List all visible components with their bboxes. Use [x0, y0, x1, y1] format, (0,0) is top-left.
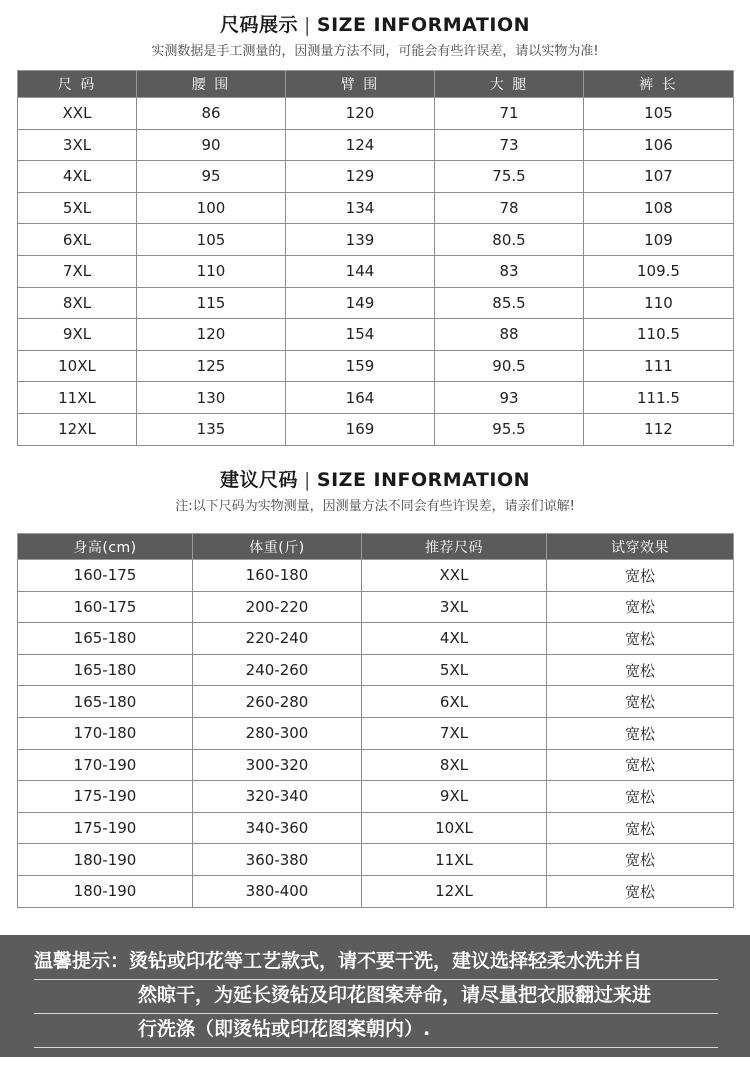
- recommend-table-row-cell: 8XL: [362, 749, 547, 781]
- size-table-row-cell: 159: [286, 350, 435, 382]
- size-table-row-cell: 105: [137, 224, 286, 256]
- size-table-row-cell: 12XL: [18, 413, 137, 445]
- size-table-row-cell: 105: [584, 98, 734, 130]
- size-table-row-cell: 144: [286, 255, 435, 287]
- recommend-header-cell: 身高(cm): [18, 534, 193, 560]
- recommend-table-row-cell: 3XL: [362, 591, 547, 623]
- size-table-row: [18, 255, 734, 287]
- title-separator: |: [304, 469, 311, 491]
- size-table-row-cell: 110.5: [584, 319, 734, 351]
- size-table-row-cell: 73: [435, 129, 584, 161]
- size-table-row: [18, 129, 734, 161]
- recommend-title-en: SIZE INFORMATION: [316, 469, 530, 491]
- size-table-row-cell: 9XL: [18, 319, 137, 351]
- size-table-row-cell: 4XL: [18, 161, 137, 193]
- recommend-table-row-cell: 6XL: [362, 686, 547, 718]
- recommend-table-row-cell: 170-190: [18, 749, 193, 781]
- recommend-table-row-cell: 260-280: [193, 686, 362, 718]
- recommend-table-row-cell: 宽松: [547, 781, 734, 813]
- recommend-table-row: [18, 875, 734, 907]
- recommend-table-row: [18, 591, 734, 623]
- size-table-row-cell: 95.5: [435, 413, 584, 445]
- size-table-row-cell: 71: [435, 98, 584, 130]
- size-table-row: [18, 350, 734, 382]
- recommend-table-row-cell: 7XL: [362, 717, 547, 749]
- recommend-table-row-cell: 170-180: [18, 717, 193, 749]
- recommend-table-row-cell: 9XL: [362, 781, 547, 813]
- size-table-row-cell: 7XL: [18, 255, 137, 287]
- title-separator: |: [304, 14, 311, 36]
- recommend-table-row: [18, 560, 734, 592]
- size-table-row: [18, 224, 734, 256]
- recommend-section-title: [0, 465, 750, 492]
- size-table-row-cell: 109: [584, 224, 734, 256]
- size-table-row-cell: 125: [137, 350, 286, 382]
- size-header-cell: 裤 长: [584, 71, 734, 98]
- recommend-header-cell: 推荐尺码: [362, 534, 547, 560]
- size-table-row-cell: 93: [435, 382, 584, 414]
- size-table-row: [18, 413, 734, 445]
- size-table-row-cell: 120: [286, 98, 435, 130]
- recommend-table-row: [18, 844, 734, 876]
- size-table-row: [18, 161, 734, 193]
- recommend-table-row: [18, 686, 734, 718]
- size-table-row-cell: 8XL: [18, 287, 137, 319]
- recommend-table-row-cell: 5XL: [362, 654, 547, 686]
- recommend-table-row-cell: 宽松: [547, 717, 734, 749]
- size-table-row-cell: 80.5: [435, 224, 584, 256]
- size-table-row-cell: 75.5: [435, 161, 584, 193]
- size-table: [17, 70, 734, 446]
- size-table-header-row: [18, 71, 734, 98]
- care-tip-box: [0, 935, 750, 1057]
- recommend-table-row: [18, 717, 734, 749]
- size-table-row-cell: 90: [137, 129, 286, 161]
- recommend-table-row-cell: 180-190: [18, 844, 193, 876]
- size-table-row-cell: 6XL: [18, 224, 137, 256]
- recommend-table-row-cell: 160-175: [18, 591, 193, 623]
- size-table-row-cell: 5XL: [18, 192, 137, 224]
- recommend-table-row-cell: 280-300: [193, 717, 362, 749]
- recommend-table-row-cell: 4XL: [362, 623, 547, 655]
- size-table-row-cell: 111.5: [584, 382, 734, 414]
- recommend-table-row: [18, 749, 734, 781]
- care-tip-line: 温馨提示：烫钻或印花等工艺款式，请不要干洗，建议选择轻柔水洗并自: [34, 945, 718, 980]
- size-table-row-cell: 78: [435, 192, 584, 224]
- recommend-table-row-cell: 180-190: [18, 875, 193, 907]
- recommend-table-row-cell: 200-220: [193, 591, 362, 623]
- recommend-table-row-cell: 175-190: [18, 781, 193, 813]
- size-table-row-cell: 107: [584, 161, 734, 193]
- recommend-table: [17, 533, 734, 908]
- size-table-row-cell: 109.5: [584, 255, 734, 287]
- size-table-row-cell: 115: [137, 287, 286, 319]
- recommend-section-note: 注:以下尺码为实物测量，因测量方法不同会有些许误差，请亲们谅解!: [175, 499, 575, 514]
- size-header-cell: 腰 围: [137, 71, 286, 98]
- care-tip-line: 行洗涤（即烫钻或印花图案朝内）.: [34, 1013, 718, 1048]
- size-table-row-cell: 139: [286, 224, 435, 256]
- recommend-table-row-cell: 360-380: [193, 844, 362, 876]
- size-table-row-cell: 83: [435, 255, 584, 287]
- recommend-table-row-cell: 220-240: [193, 623, 362, 655]
- recommend-table-row-cell: 165-180: [18, 686, 193, 718]
- recommend-table-row-cell: 165-180: [18, 623, 193, 655]
- size-title-en: SIZE INFORMATION: [316, 14, 530, 36]
- size-table-row: [18, 319, 734, 351]
- recommend-title-cn: 建议尺码: [220, 469, 299, 491]
- recommend-header-cell: 试穿效果: [547, 534, 734, 560]
- recommend-table-row-cell: 380-400: [193, 875, 362, 907]
- recommend-table-row: [18, 812, 734, 844]
- size-table-row: [18, 192, 734, 224]
- recommend-table-row-cell: 10XL: [362, 812, 547, 844]
- recommend-table-row-cell: 320-340: [193, 781, 362, 813]
- size-table-row-cell: 149: [286, 287, 435, 319]
- recommend-table-row-cell: 宽松: [547, 686, 734, 718]
- size-table-row-cell: 130: [137, 382, 286, 414]
- size-table-row-cell: 88: [435, 319, 584, 351]
- size-table-row-cell: 112: [584, 413, 734, 445]
- size-header-cell: 大 腿: [435, 71, 584, 98]
- recommend-table-row-cell: 240-260: [193, 654, 362, 686]
- size-table-row-cell: 135: [137, 413, 286, 445]
- care-tip-line: 然晾干，为延长烫钻及印花图案寿命，请尽量把衣服翻过来进: [34, 979, 718, 1014]
- size-table-row-cell: 124: [286, 129, 435, 161]
- recommend-table-row-cell: 宽松: [547, 560, 734, 592]
- size-section-note: 实测数据是手工测量的，因测量方法不同，可能会有些许误差，请以实物为准!: [151, 44, 599, 59]
- size-table-row: [18, 382, 734, 414]
- recommend-table-row: [18, 654, 734, 686]
- size-table-row-cell: 154: [286, 319, 435, 351]
- recommend-table-row-cell: 宽松: [547, 844, 734, 876]
- recommend-table-row-cell: 宽松: [547, 875, 734, 907]
- recommend-table-row-cell: 12XL: [362, 875, 547, 907]
- size-table-row-cell: 3XL: [18, 129, 137, 161]
- recommend-table-body: [18, 560, 734, 908]
- size-table-row-cell: 129: [286, 161, 435, 193]
- size-title-cn: 尺码展示: [220, 14, 299, 36]
- recommend-table-row-cell: 300-320: [193, 749, 362, 781]
- recommend-table-row-cell: 宽松: [547, 749, 734, 781]
- size-table-row-cell: XXL: [18, 98, 137, 130]
- size-table-row-cell: 111: [584, 350, 734, 382]
- size-table-row-cell: 100: [137, 192, 286, 224]
- size-table-row-cell: 108: [584, 192, 734, 224]
- recommend-table-row-cell: 宽松: [547, 623, 734, 655]
- recommend-table-row-cell: 160-175: [18, 560, 193, 592]
- size-table-row-cell: 90.5: [435, 350, 584, 382]
- recommend-table-row-cell: 宽松: [547, 591, 734, 623]
- size-table-row-cell: 11XL: [18, 382, 137, 414]
- size-header-cell: 尺 码: [18, 71, 137, 98]
- recommend-table-row-cell: 165-180: [18, 654, 193, 686]
- size-table-row: [18, 98, 734, 130]
- size-table-row-cell: 134: [286, 192, 435, 224]
- recommend-table-row: [18, 781, 734, 813]
- size-table-row-cell: 110: [584, 287, 734, 319]
- size-table-row-cell: 169: [286, 413, 435, 445]
- recommend-table-row-cell: XXL: [362, 560, 547, 592]
- size-table-row-cell: 10XL: [18, 350, 137, 382]
- size-table-row: [18, 287, 734, 319]
- recommend-table-row-cell: 宽松: [547, 812, 734, 844]
- recommend-table-row-cell: 宽松: [547, 654, 734, 686]
- size-table-row-cell: 164: [286, 382, 435, 414]
- recommend-table-row-cell: 160-180: [193, 560, 362, 592]
- recommend-table-row-cell: 11XL: [362, 844, 547, 876]
- size-section-title: [0, 10, 750, 37]
- recommend-table-row-cell: 340-360: [193, 812, 362, 844]
- size-table-row-cell: 106: [584, 129, 734, 161]
- size-table-body: [18, 98, 734, 446]
- size-table-row-cell: 86: [137, 98, 286, 130]
- size-table-row-cell: 120: [137, 319, 286, 351]
- size-table-row-cell: 110: [137, 255, 286, 287]
- size-header-cell: 臂 围: [286, 71, 435, 98]
- recommend-table-row-cell: 175-190: [18, 812, 193, 844]
- recommend-table-row: [18, 623, 734, 655]
- recommend-table-header-row: [18, 534, 734, 560]
- recommend-header-cell: 体重(斤): [193, 534, 362, 560]
- size-table-row-cell: 85.5: [435, 287, 584, 319]
- size-table-row-cell: 95: [137, 161, 286, 193]
